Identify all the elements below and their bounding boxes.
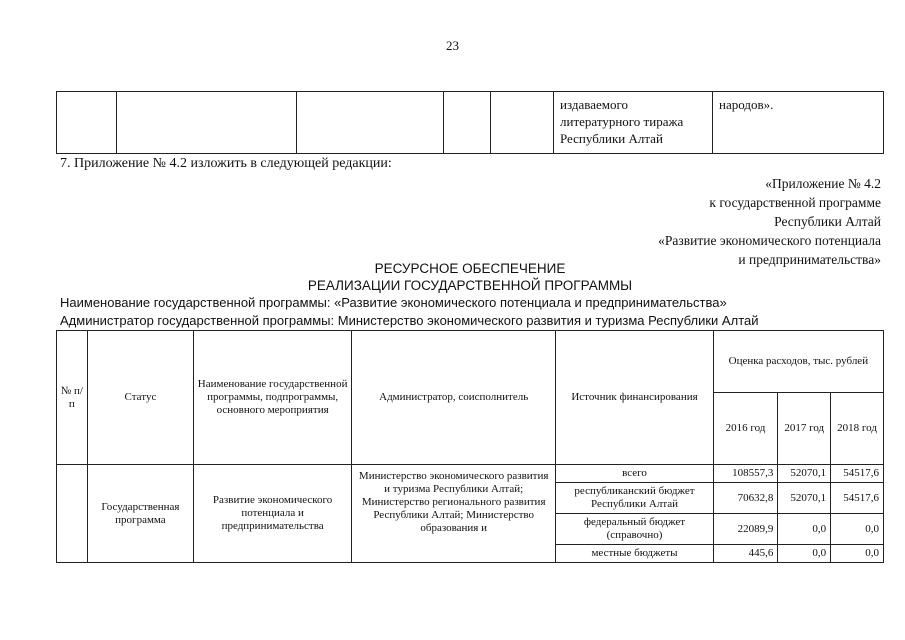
value-cell: 54517,6	[831, 483, 884, 514]
header-admin: Администратор, соисполнитель	[352, 331, 556, 465]
cell-line: народов».	[719, 97, 774, 112]
appendix-line: и предпринимательства»	[738, 252, 881, 267]
header-num: № п/п	[57, 331, 88, 465]
heading-line: РЕАЛИЗАЦИИ ГОСУДАРСТВЕННОЙ ПРОГРАММЫ	[307, 278, 633, 293]
table-cell	[117, 92, 297, 154]
appendix-reference	[658, 174, 881, 269]
table-cell	[57, 92, 117, 154]
row-admin: Министерство экономического развития и туризма Республики Алтай; Министерство регионального развития Республики Алтай; Министерство образования и	[352, 465, 556, 563]
value-cell: 108557,3	[713, 465, 778, 483]
value-cell: 0,0	[778, 514, 831, 545]
value-cell: 0,0	[831, 514, 884, 545]
appendix-line: к государственной программе	[709, 195, 881, 210]
value-cell: 0,0	[778, 545, 831, 563]
document-heading	[0, 260, 905, 294]
table-cell	[444, 92, 491, 154]
value-cell: 445,6	[713, 545, 778, 563]
header-source: Источник финансирования	[556, 331, 713, 465]
cell-line: издаваемого	[560, 97, 628, 112]
header-name: Наименование государственной программы, подпрограммы, основного мероприятия	[194, 331, 352, 465]
value-cell: 22089,9	[713, 514, 778, 545]
heading-line: РЕСУРСНОЕ ОБЕСПЕЧЕНИЕ	[374, 261, 566, 276]
source-label: федеральный бюджет (справочно)	[556, 514, 713, 545]
source-label: всего	[556, 465, 713, 483]
continued-table	[56, 91, 884, 154]
source-label: республиканский бюджет Республики Алтай	[556, 483, 713, 514]
row-name: Развитие экономического потенциала и предпринимательства	[194, 465, 352, 563]
program-name: Наименование государственной программы: «Развитие экономического потенциала и предпринимательства»	[60, 295, 727, 310]
cell-line: Республики Алтай	[560, 131, 663, 146]
resource-table	[56, 330, 884, 563]
header-year: 2016 год	[713, 393, 778, 465]
page-number: 23	[446, 38, 459, 53]
value-cell: 70632,8	[713, 483, 778, 514]
table-cell	[491, 92, 554, 154]
instruction-text: 7. Приложение № 4.2 изложить в следующей редакции:	[60, 156, 392, 171]
appendix-line: «Развитие экономического потенциала	[658, 233, 881, 248]
source-label: местные бюджеты	[556, 545, 713, 563]
header-year: 2017 год	[778, 393, 831, 465]
value-cell: 52070,1	[778, 465, 831, 483]
row-num	[57, 465, 88, 563]
appendix-line: «Приложение № 4.2	[765, 176, 881, 191]
value-cell: 54517,6	[831, 465, 884, 483]
table-cell	[554, 92, 713, 154]
header-status: Статус	[87, 331, 194, 465]
table-cell	[297, 92, 444, 154]
value-cell: 0,0	[831, 545, 884, 563]
header-year: 2018 год	[831, 393, 884, 465]
program-administrator: Администратор государственной программы: Министерство экономического развития и туризма Республики Алтай	[60, 313, 759, 328]
cell-line: литературного тиража	[560, 114, 684, 129]
value-cell: 52070,1	[778, 483, 831, 514]
header-estimate: Оценка расходов, тыс. рублей	[713, 331, 883, 393]
row-status: Государственная программа	[87, 465, 194, 563]
appendix-line: Республики Алтай	[774, 214, 881, 229]
table-cell	[713, 92, 884, 154]
